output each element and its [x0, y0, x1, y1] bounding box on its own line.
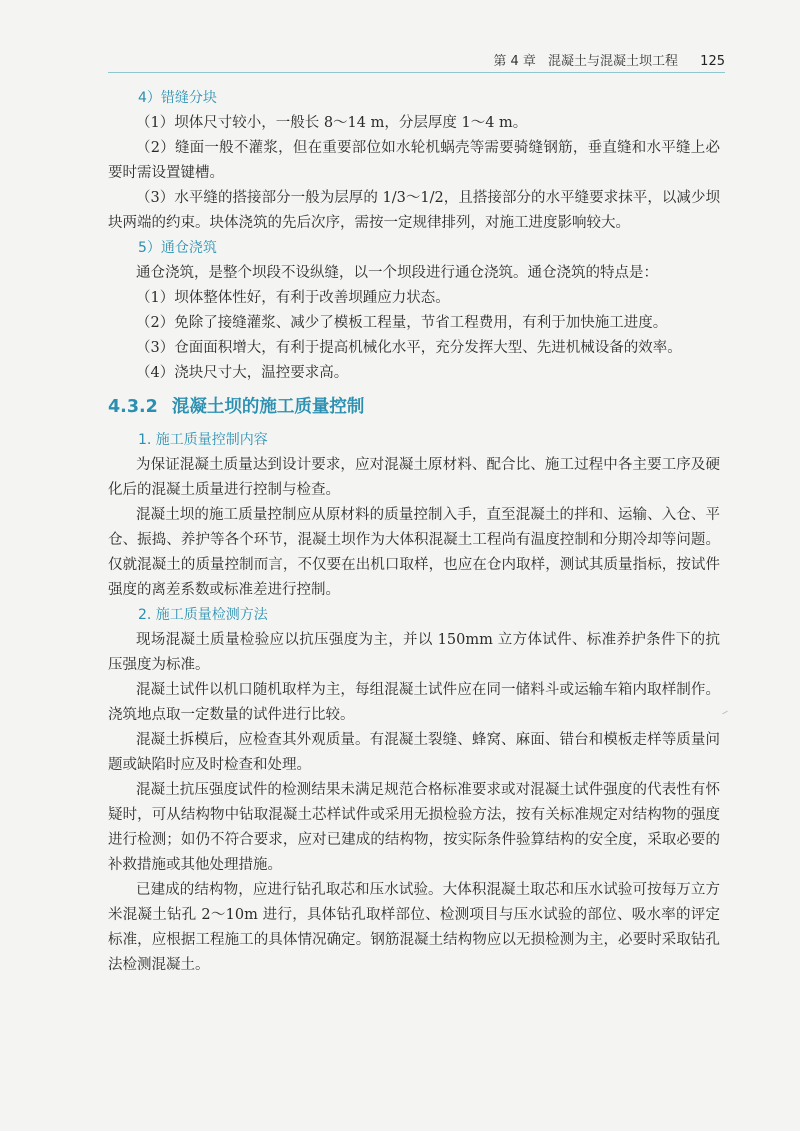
- part-heading-quality-test-methods: 2. 施工质量检测方法: [138, 607, 268, 623]
- paragraph: 为保证混凝土质量达到设计要求，应对混凝土原材料、配合比、施工过程中各主要工序及硬化后的混凝土质量进行控制与检查。: [108, 457, 720, 498]
- section-heading: [108, 394, 720, 421]
- part-heading-quality-control-content: 1. 施工质量控制内容: [138, 432, 268, 448]
- header-text: [493, 50, 725, 69]
- list-item: （3）水平缝的搭接部分一般为层厚的 1/3～1/2，且搭接部分的水平缝要求抹平，以减少坝块两端的约束。块体浇筑的先后次序，需按一定规律排列，对施工进度影响较大。: [108, 190, 720, 231]
- header-rule: [108, 72, 725, 73]
- header-chapter: 第 4 章: [493, 54, 536, 69]
- page-body: [108, 86, 720, 978]
- paragraph: 混凝土拆模后，应检查其外观质量。有混凝土裂缝、蜂窝、麻面、错台和模板走样等质量问题或缺陷时应及时检查和处理。: [108, 732, 720, 773]
- header-title: 混凝土与混凝土坝工程: [548, 54, 679, 69]
- section-number: 4.3.2: [108, 397, 158, 417]
- subsection-heading-staggered-joint: 4）错缝分块: [138, 90, 217, 106]
- running-header: [108, 50, 725, 74]
- paragraph: 混凝土坝的施工质量控制应从原材料的质量控制入手，直至混凝土的拌和、运输、入仓、平仓、振捣、养护等各个环节，混凝土坝作为大体积混凝土工程尚有温度控制和分期冷却等问题。仅就混凝土的质量控制而言，不仅要在出机口取样，也应在仓内取样，测试其质量指标，按试件强度的离差系数或标准差进行控制。: [108, 507, 720, 598]
- subsection-heading-full-block-pouring: 5）通仓浇筑: [138, 240, 217, 256]
- page-number: 125: [700, 54, 725, 69]
- margin-mark: [722, 711, 728, 715]
- paragraph: 通仓浇筑，是整个坝段不设纵缝，以一个坝段进行通仓浇筑。通仓浇筑的特点是：: [136, 265, 658, 281]
- paragraph: 混凝土抗压强度试件的检测结果未满足规范合格标准要求或对混凝土试件强度的代表性有怀疑时，可从结构物中钻取混凝土芯样试件或采用无损检验方法，按有关标准规定对结构物的强度进行检测；如仍不符合要求，应对已建成的结构物，按实际条件验算结构的安全度，采取必要的补救措施或其他处理措施。: [108, 782, 720, 873]
- list-item: （2）缝面一般不灌浆，但在重要部位如水轮机蜗壳等需要骑缝钢筋，垂直缝和水平缝上必要时需设置键槽。: [108, 140, 720, 181]
- list-item: （1）坝体尺寸较小，一般长 8～14 m，分层厚度 1～4 m。: [136, 115, 528, 131]
- list-item: （2）免除了接缝灌浆、减少了模板工程量，节省工程费用，有利于加快施工进度。: [136, 315, 668, 331]
- list-item: （1）坝体整体性好，有利于改善坝踵应力状态。: [136, 290, 450, 306]
- list-item: （3）仓面面积增大，有利于提高机械化水平，充分发挥大型、先进机械设备的效率。: [136, 340, 682, 356]
- paragraph: 混凝土试件以机口随机取样为主，每组混凝土试件应在同一储料斗或运输车箱内取样制作。浇筑地点取一定数量的试件进行比较。: [108, 682, 720, 723]
- section-title: 混凝土坝的施工质量控制: [171, 397, 365, 417]
- list-item: （4）浇块尺寸大，温控要求高。: [136, 365, 349, 381]
- paragraph: 现场混凝土质量检验应以抗压强度为主，并以 150mm 立方体试件、标准养护条件下的抗压强度为标准。: [108, 632, 720, 673]
- paragraph: 已建成的结构物，应进行钻孔取芯和压水试验。大体积混凝土取芯和压水试验可按每万立方米混凝土钻孔 2～10m 进行，具体钻孔取样部位、检测项目与压水试验的部位、吸水率的评定标准，应根据工程施工的具体情况确定。钢筋混凝土结构物应以无损检测为主，必要时采取钻孔法检测混凝土。: [108, 882, 720, 973]
